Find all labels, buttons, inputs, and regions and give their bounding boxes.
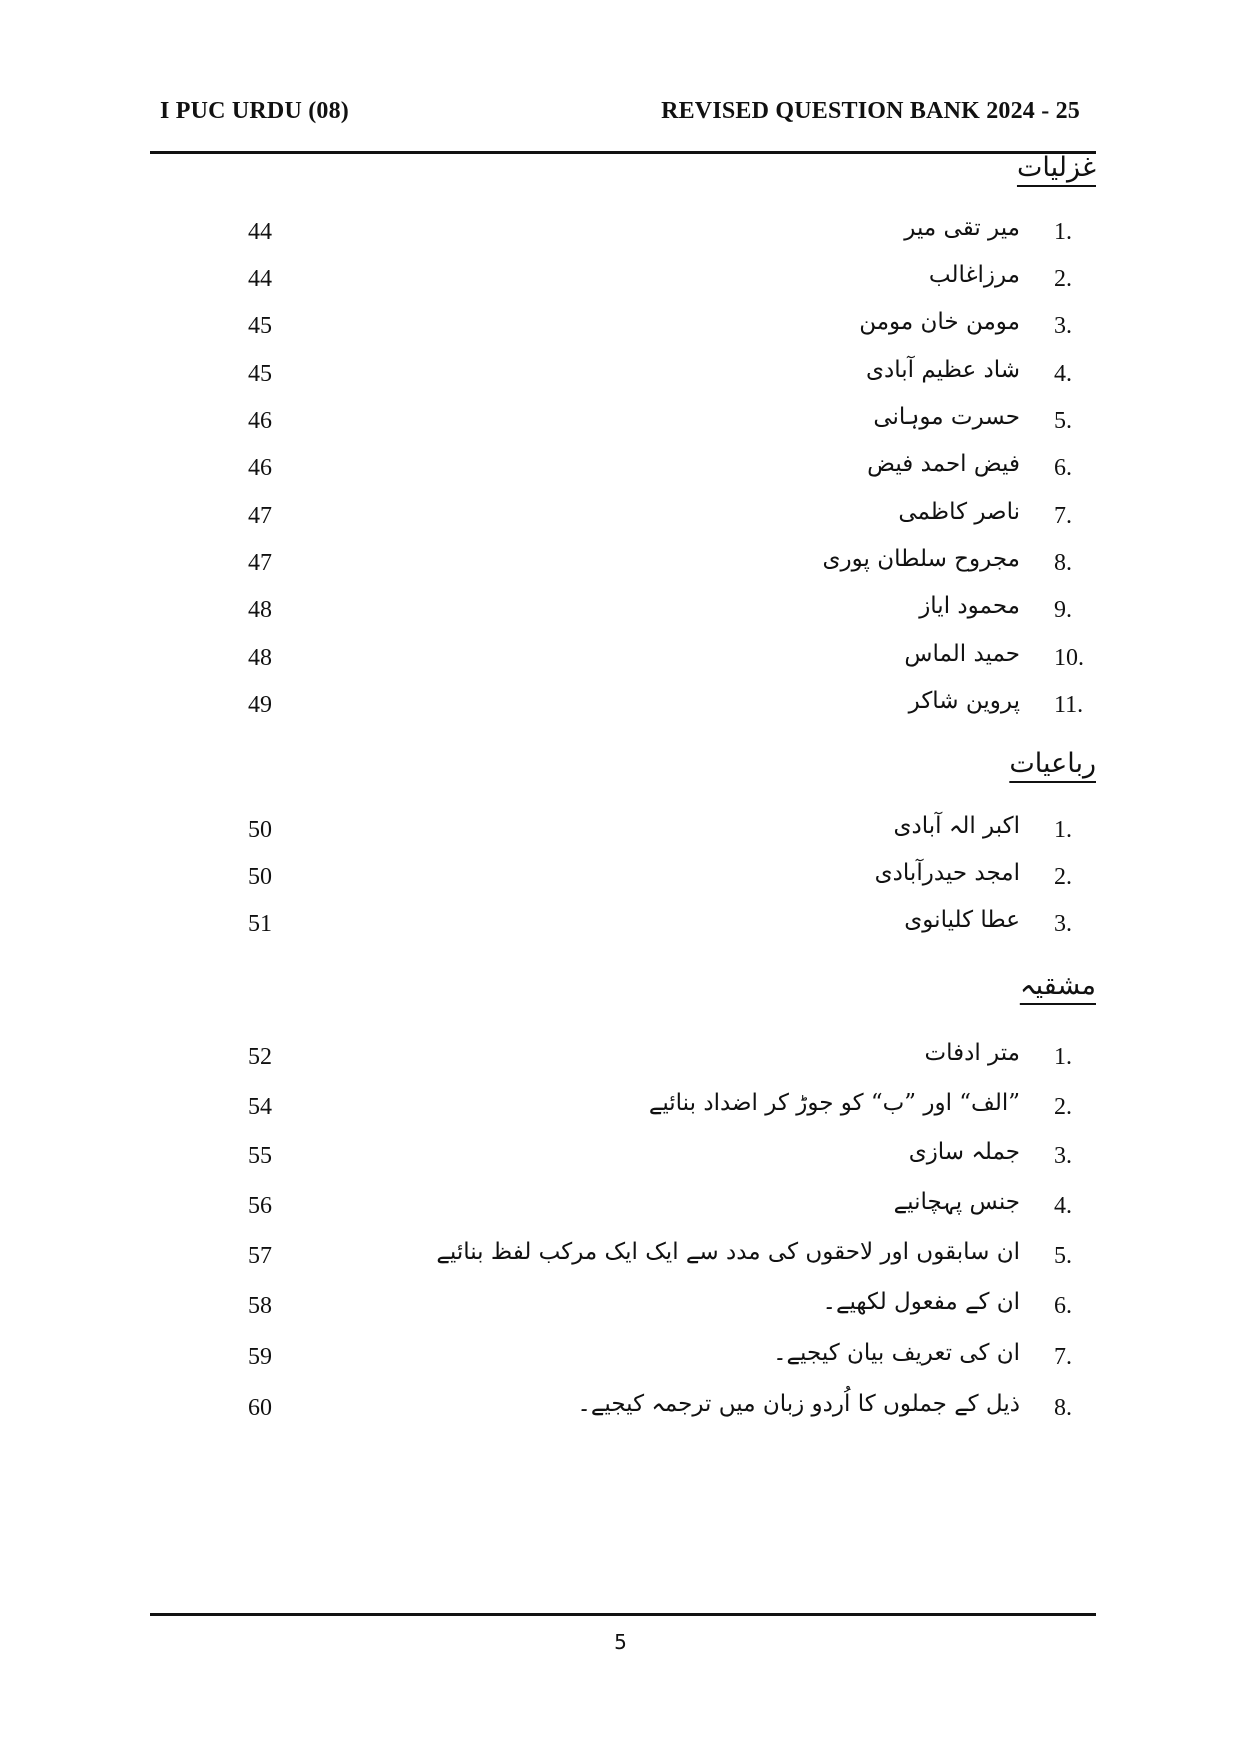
entry-number: 8. [1054,1395,1072,1421]
entry-title: جملہ سازی [908,1139,1020,1165]
entry-number: 10. [1054,645,1084,671]
entry-title: مومن خان مومن [859,309,1020,335]
entry-title: پروین شاکر [908,688,1020,714]
entry-number: 3. [1054,313,1072,339]
toc-entry [150,451,1096,491]
entry-number: 6. [1054,455,1072,481]
question-bank-title: REVISED QUESTION BANK 2024 - 25 [661,98,1080,124]
entry-title: مرزاغالب [928,262,1020,288]
entry-title: ذیل کے جملوں کا اُردو زبان میں ترجمہ کیجیے۔ [577,1391,1020,1417]
entry-page-number: 46 [248,455,272,481]
toc-entry [150,404,1096,444]
entry-page-number: 47 [248,503,272,529]
entry-number: 4. [1054,1193,1072,1219]
entry-title: جنس پہچانیے [893,1189,1020,1215]
toc-entry [150,1090,1096,1130]
entry-number: 4. [1054,361,1072,387]
section-title-rubaiyat: رباعیات [1009,748,1096,779]
entry-number: 2. [1054,1094,1072,1120]
entry-title: متر ادفات [924,1040,1020,1066]
section-title-mashqiya: مشقیہ [1019,970,1096,1001]
entry-page-number: 50 [248,817,272,843]
toc-entry [150,546,1096,586]
entry-page-number: 59 [248,1344,272,1370]
entry-number: 2. [1054,266,1072,292]
entry-title: حمید الماس [904,641,1020,667]
entry-page-number: 46 [248,408,272,434]
entry-page-number: 60 [248,1395,272,1421]
toc-entry [150,262,1096,302]
entry-title: ان کی تعریف بیان کیجیے۔ [773,1340,1020,1366]
entry-title: ان سابقوں اور لاحقوں کی مدد سے ایک ایک مرکب لفظ بنائیے [436,1239,1020,1265]
entry-title: شاد عظیم آبادی [865,357,1020,383]
entry-title: ”الف“ اور ”ب“ کو جوڑ کر اضداد بنائیے [648,1090,1020,1116]
entry-page-number: 52 [248,1044,272,1070]
toc-entry [150,641,1096,681]
toc-entry [150,215,1096,255]
entry-title: ناصر کاظمی [898,499,1020,525]
entry-title: حسرت موہانی [873,404,1020,430]
entry-title: میر تقی میر [904,215,1020,241]
entry-title: امجد حیدرآبادی [874,860,1020,886]
entry-title: اکبر الہ آبادی [893,813,1020,839]
toc-entry [150,907,1096,947]
toc-entry [150,813,1096,853]
page-header [160,98,1080,134]
entry-title: مجروح سلطان پوری [822,546,1020,572]
toc-entry [150,499,1096,539]
footer-rule [150,1613,1096,1616]
entry-number: 1. [1054,817,1072,843]
entry-page-number: 44 [248,266,272,292]
entry-number: 3. [1054,911,1072,937]
toc-entry [150,1289,1096,1329]
entry-title: محمود ایاز [919,593,1020,619]
toc-entry [150,1340,1096,1380]
entry-page-number: 47 [248,550,272,576]
entry-page-number: 44 [248,219,272,245]
entry-number: 11. [1054,692,1084,718]
entry-number: 7. [1054,503,1072,529]
entry-number: 5. [1054,1243,1072,1269]
entry-page-number: 45 [248,361,272,387]
toc-entry [150,309,1096,349]
course-title: I PUC URDU (08) [160,98,349,124]
entry-title: عطا کلیانوی [904,907,1020,933]
entry-number: 8. [1054,550,1072,576]
entry-number: 1. [1054,219,1072,245]
entry-number: 3. [1054,1143,1072,1169]
entry-page-number: 58 [248,1293,272,1319]
entry-number: 5. [1054,408,1072,434]
entry-title: فیض احمد فیض [867,451,1020,477]
entry-page-number: 57 [248,1243,272,1269]
entry-page-number: 50 [248,864,272,890]
toc-entry [150,860,1096,900]
entry-page-number: 48 [248,597,272,623]
header-rule [150,151,1096,154]
toc-entry [150,1189,1096,1229]
entry-number: 9. [1054,597,1072,623]
entry-page-number: 54 [248,1094,272,1120]
entry-title: ان کے مفعول لکھیے۔ [822,1289,1020,1315]
section-title-ghazaliyat: غزلیات [1016,152,1096,183]
entry-page-number: 45 [248,313,272,339]
entry-number: 7. [1054,1344,1072,1370]
entry-page-number: 55 [248,1143,272,1169]
toc-entry [150,593,1096,633]
toc-entry [150,1391,1096,1431]
page-number: 5 [614,1630,627,1654]
entry-number: 2. [1054,864,1072,890]
toc-entry [150,1040,1096,1080]
entry-number: 1. [1054,1044,1072,1070]
entry-page-number: 51 [248,911,272,937]
toc-entry [150,1139,1096,1179]
entry-page-number: 49 [248,692,272,718]
toc-entry [150,357,1096,397]
toc-entry [150,688,1096,728]
entry-page-number: 48 [248,645,272,671]
toc-entry [150,1239,1096,1279]
entry-number: 6. [1054,1293,1072,1319]
entry-page-number: 56 [248,1193,272,1219]
